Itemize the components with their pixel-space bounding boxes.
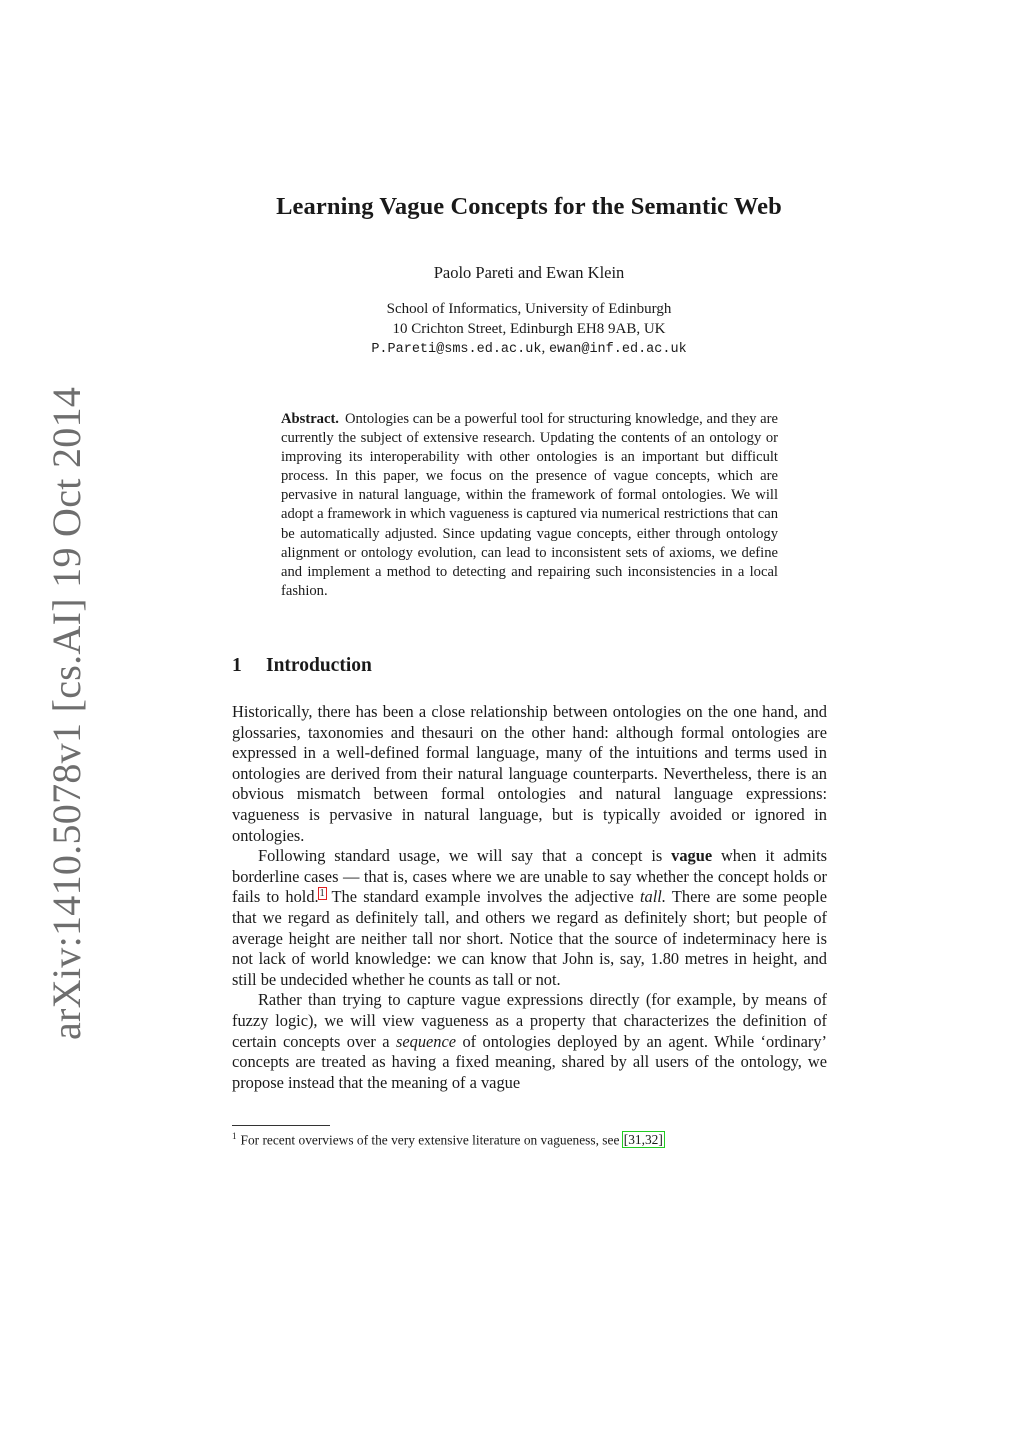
paragraph-2-text-b: when it admits borderline cases — that is, cases where we are unable to say whether the concept holds or fails to hold. bbox=[232, 846, 827, 907]
section-title: Introduction bbox=[266, 655, 372, 676]
term-sequence: sequence bbox=[395, 1031, 457, 1051]
email-separator: , bbox=[541, 340, 549, 356]
authors: Paolo Pareti and Ewan Klein bbox=[433, 263, 625, 282]
arxiv-identifier: arXiv:1410.5078v1 [cs.AI] 19 Oct 2014 bbox=[44, 386, 89, 1040]
affiliation-line-1: School of Informatics, University of Edinburgh bbox=[386, 301, 672, 317]
term-tall: tall. bbox=[640, 887, 666, 907]
affiliation-block bbox=[0, 300, 1024, 360]
term-vague: vague bbox=[671, 846, 713, 866]
paragraph-2-text-a: Following standard usage, we will say that a concept is bbox=[258, 846, 672, 866]
section-heading bbox=[232, 655, 372, 677]
affiliation-line-2: 10 Crichton Street, Edinburgh EH8 9AB, UK bbox=[392, 320, 666, 337]
paper-title: Learning Vague Concepts for the Semantic Web bbox=[276, 193, 782, 220]
paragraph-3-text-a: Rather than trying to capture vague expressions directly (for example, by means of fuzzy logic), we will view vagueness as a property that characterizes the definition of certain concepts over a bbox=[232, 990, 827, 1051]
abstract-label: Abstract. bbox=[281, 411, 339, 427]
abstract-text: Ontologies can be a powerful tool for structuring knowledge, and they are currently the subject of extensive research. Updating the contents of an ontology or improving its interoperability with other ontologies is an important but difficult process. In this paper, we focus on the presence of vague concepts, which are pervasive in natural language, within the framework of formal ontologies. We will adopt a framework in which vagueness is captured via numerical restrictions that can be automatically adjusted. Since updating vague concepts, either through ontology alignment or ontology evolution, can lead to inconsistent sets of axioms, we define and implement a method to detecting and repairing such inconsistencies in a local fashion. bbox=[281, 411, 778, 599]
paragraph-3-text-b: of ontologies deployed by an agent. While ‘ordinary’ concepts are treated as having a fixed meaning, shared by all users of the ontology, we propose instead that the meaning of a vague bbox=[232, 1031, 827, 1092]
citation-link[interactable]: [31,32] bbox=[623, 1132, 663, 1148]
footnote-text: For recent overviews of the very extensive literature on vagueness, see bbox=[240, 1132, 623, 1148]
footnote-mark: 1 bbox=[232, 1131, 237, 1141]
footnote bbox=[232, 1127, 827, 1149]
email-line bbox=[0, 339, 1024, 360]
section-body bbox=[232, 702, 827, 1093]
email-link-1[interactable]: P.Pareti@sms.ed.ac.uk bbox=[371, 342, 542, 357]
footnote-divider bbox=[232, 1125, 330, 1126]
paragraph-1: Historically, there has been a close relationship between ontologies on the one hand, and glossaries, taxonomies and thesauri on the other hand: although formal ontologies are expressed in a well-defined formal language, many of the intuitions and terms used in ontologies are derived from their natural language counterparts. Nevertheless, there is an obvious mismatch between formal ontologies and natural language expressions: vagueness is pervasive in natural language, but is typically avoided or ignored in ontologies. bbox=[232, 702, 827, 845]
paragraph-2-text-c: The standard example involves the adjective bbox=[325, 887, 640, 907]
paragraph-2 bbox=[232, 846, 827, 990]
paragraph-2-text-d: There are some people that we regard as definitely tall, and others we regard as definitely short; but people of average height are neither tall nor short. Notice that the source of indeterminacy here is not lack of world knowledge: we can know that John is, say, 1.80 metres in height, and still be undecided whether he counts as tall or not. bbox=[232, 887, 827, 989]
paragraph-3 bbox=[232, 990, 827, 1093]
email-link-2[interactable]: ewan@inf.ed.ac.uk bbox=[548, 342, 687, 357]
footnote-reference-link[interactable]: 1 bbox=[319, 887, 325, 899]
abstract bbox=[281, 410, 778, 601]
section-number: 1 bbox=[232, 655, 242, 676]
